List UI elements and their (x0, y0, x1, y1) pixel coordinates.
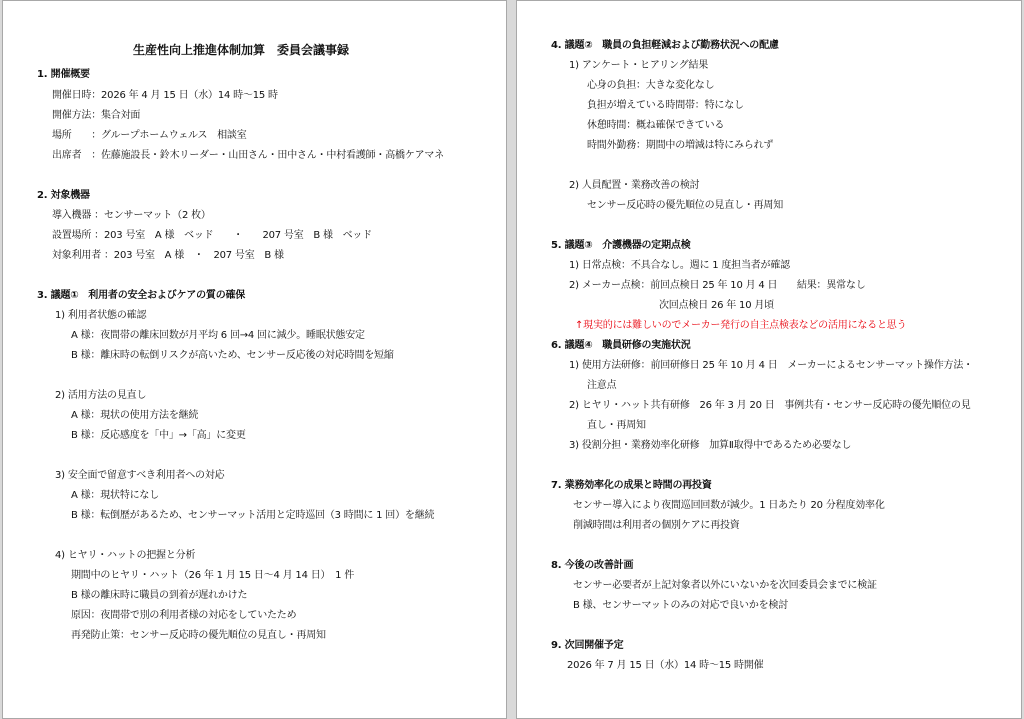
agenda1-item-1: 1) 利用者状態の確認 (55, 310, 147, 321)
agenda1-line: B 様：離床時の転倒リスクが高いため、センサー反応後の対応時間を短縮 (71, 350, 394, 361)
meeting-place: 場所 ：グループホームウェルス 相談室 (52, 130, 247, 141)
document-title: 生産性向上推進体制加算 委員会議事録 (133, 43, 350, 57)
section-3-heading: 3. 議題① 利用者の安全およびケアの質の確保 (37, 290, 246, 301)
agenda4-line: 注意点 (587, 380, 617, 391)
target-users: 対象利用者 ：203 号室 A 様 ・ 207 号室 B 様 (52, 250, 284, 261)
agenda4-item-1: 1) 使用方法研修：前回研修日 25 年 10 月 4 日 メーカーによるセンサーマット操作方法・ (569, 360, 973, 371)
efficiency-line: センサー導入により夜間巡回回数が減少。1 日あたり 20 分程度効率化 (573, 500, 885, 511)
agenda2-line: 心身の負担：大きな変化なし (587, 80, 715, 91)
section-1-heading: 1. 開催概要 (37, 69, 90, 80)
inspection-note: ↑現実的には難しいのでメーカー発行の自主点検表などの活用になると思う (575, 320, 907, 331)
agenda3-item-2: 2) メーカー点検：前回点検日 25 年 10 月 4 日 結果：異常なし (569, 280, 866, 291)
agenda3-line: 次回点検日 26 年 10 月頃 (659, 300, 774, 311)
efficiency-line: 削減時間は利用者の個別ケアに再投資 (573, 520, 740, 531)
agenda1-line: B 様の離床時に職員の到着が遅れかけた (71, 590, 248, 601)
agenda1-item-4: 4) ヒヤリ・ハットの把握と分析 (55, 550, 196, 561)
agenda3-item-1: 1) 日常点検：不具合なし。週に 1 度担当者が確認 (569, 260, 790, 271)
section-8-heading: 8. 今後の改善計画 (551, 560, 634, 571)
document-page-left (2, 0, 507, 719)
agenda2-line: センサー反応時の優先順位の見直し・再周知 (587, 200, 783, 211)
document-page-right (516, 0, 1022, 719)
agenda4-item-3: 3) 役割分担・業務効率化研修 加算Ⅱ取得中であるため必要なし (569, 440, 852, 451)
agenda1-line: 再発防止策：センサー反応時の優先順位の見直し・再周知 (71, 630, 326, 641)
agenda1-line: 期間中のヒヤリ・ハット（26 年 1 月 15 日～4 月 14 日） 1 件 (71, 570, 355, 581)
attendees: 出席者 ：佐藤施設長・鈴木リーダー・山田さん・田中さん・中村看護師・高橋ケアマネ (52, 150, 444, 161)
improvement-line: B 様、センサーマットのみの対応で良いかを検討 (573, 600, 789, 611)
device-location: 設置場所 ：203 号室 A 様 ベッド ・ 207 号室 B 様 ベッド (52, 230, 372, 241)
agenda1-line: 原因：夜間帯で別の利用者様の対応をしていたため (71, 610, 297, 621)
meeting-datetime: 開催日時：2026 年 4 月 15 日（水）14 時～15 時 (52, 90, 278, 101)
improvement-line: センサー必要者が上記対象者以外にいないかを次回委員会までに検証 (573, 580, 877, 591)
section-7-heading: 7. 業務効率化の成果と時間の再投資 (551, 480, 712, 491)
agenda2-line: 休憩時間：概ね確保できている (587, 120, 725, 131)
agenda1-item-2: 2) 活用方法の見直し (55, 390, 147, 401)
device-type: 導入機器 ：センサーマット（2 枚） (52, 210, 211, 221)
agenda1-item-3: 3) 安全面で留意すべき利用者への対応 (55, 470, 225, 481)
agenda1-line: A 様：現状特になし (71, 490, 160, 501)
agenda4-item-2: 2) ヒヤリ・ハット共有研修 26 年 3 月 20 日 事例共有・センサー反応時の優先順位の見 (569, 400, 971, 411)
section-6-heading: 6. 議題④ 職員研修の実施状況 (551, 340, 691, 351)
agenda2-item-1: 1) アンケート・ヒアリング結果 (569, 60, 709, 71)
agenda1-line: A 様：現状の使用方法を継続 (71, 410, 199, 421)
agenda4-line: 直し・再周知 (587, 420, 646, 431)
agenda1-line: B 様：転倒歴があるため、センサーマット活用と定時巡回（3 時間に 1 回）を継続 (71, 510, 435, 521)
section-5-heading: 5. 議題③ 介護機器の定期点検 (551, 240, 691, 251)
section-9-heading: 9. 次回開催予定 (551, 640, 624, 651)
section-4-heading: 4. 議題② 職員の負担軽減および勤務状況への配慮 (551, 40, 779, 51)
section-2-heading: 2. 対象機器 (37, 190, 90, 201)
agenda1-line: A 様：夜間帯の離床回数が月平均 6 回→4 回に減少。睡眠状態安定 (71, 330, 365, 341)
agenda2-item-2: 2) 人員配置・業務改善の検討 (569, 180, 700, 191)
agenda2-line: 負担が増えている時間帯：特になし (587, 100, 744, 111)
next-meeting-date: 2026 年 7 月 15 日（水）14 時～15 時開催 (567, 660, 764, 671)
agenda2-line: 時間外勤務：期間中の増減は特にみられず (587, 140, 774, 151)
meeting-method: 開催方法：集合対面 (52, 110, 141, 121)
agenda1-line: B 様：反応感度を「中」→「高」に変更 (71, 430, 246, 441)
